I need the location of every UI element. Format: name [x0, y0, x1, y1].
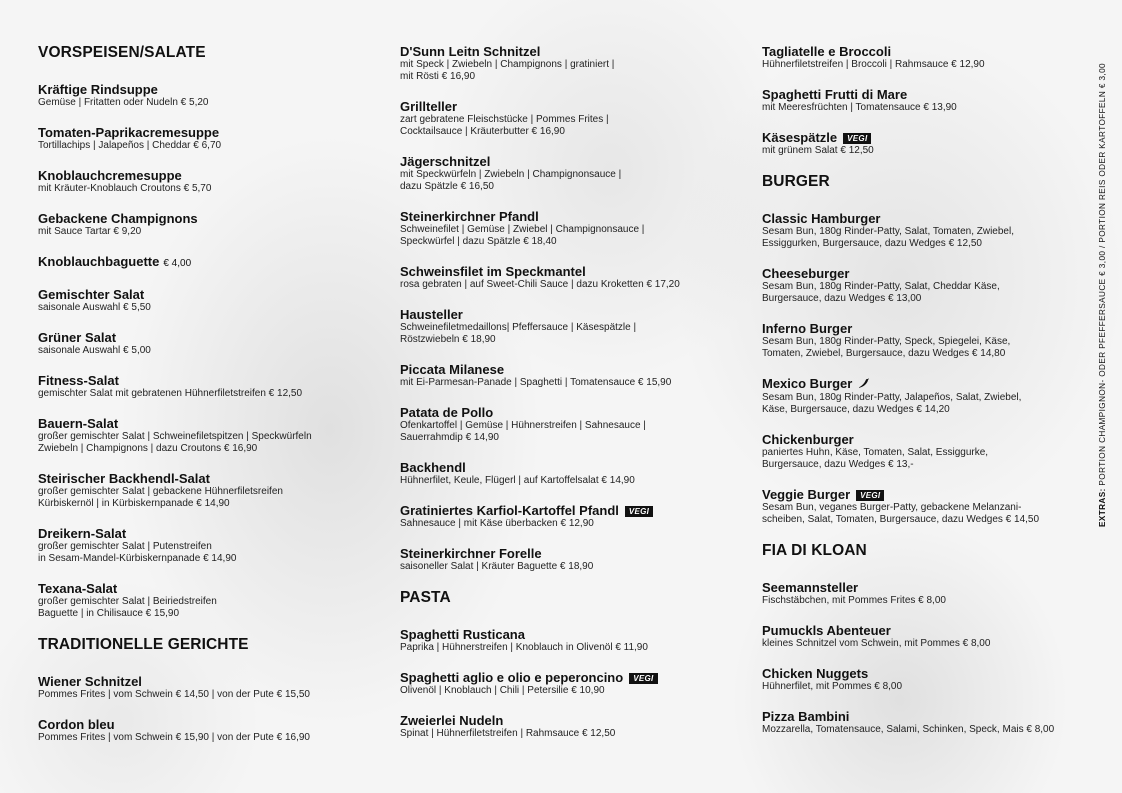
extras-text: PORTION CHAMPIGNON- ODER PFEFFERSAUCE € 3,00 / PORTION REIS ODER KARTOFFELN € 3,00 — [1098, 63, 1107, 486]
menu-item-mexico-burger — [762, 376, 1092, 416]
dish-name: Steinerkirchner Forelle — [400, 546, 542, 561]
dish-name: Seemannsteller — [762, 580, 859, 595]
menu-item-name — [400, 264, 750, 279]
menu-item-kasespatzle — [762, 130, 1092, 157]
menu-item-steinerkirchner-forelle — [400, 546, 750, 573]
dish-name: Piccata Milanese — [400, 362, 505, 377]
menu-item-name — [400, 307, 750, 322]
menu-item-inferno-burger — [762, 321, 1092, 360]
menu-item-knoblauchcremesuppe — [38, 168, 383, 195]
menu-item-cordon-bleu — [38, 717, 383, 744]
menu-item-description: großer gemischter Salat | Beiriedstreifen — [38, 596, 217, 607]
dish-name: Tomaten-Paprikacremesuppe — [38, 125, 220, 140]
menu-item-name — [38, 254, 383, 271]
menu-item-name — [400, 713, 750, 728]
menu-item-name — [38, 168, 383, 183]
menu-item-description: Olivenöl | Knoblauch | Chili | Petersilie € 10,90 — [400, 685, 605, 696]
menu-item-description: Sesam Bun, 180g Rinder-Patty, Jalapeños, Salat, Zwiebel, — [762, 392, 1022, 403]
menu-item-gratiniertes-karfiol-kartoffel-pfandl — [400, 503, 750, 530]
menu-item-description: Sesam Bun, 180g Rinder-Patty, Salat, Cheddar Käse, — [762, 281, 1000, 292]
menu-item-knoblauchbaguette — [38, 254, 383, 271]
menu-item-description: Speckwürfel | dazu Spätzle € 18,40 — [400, 236, 557, 247]
menu-item-backhendl — [400, 460, 750, 487]
chili-pepper-icon — [858, 377, 870, 392]
dish-name: Bauern-Salat — [38, 416, 119, 431]
menu-item-description: zart gebratene Fleischstücke | Pommes Frites | — [400, 114, 609, 125]
menu-item-name — [38, 416, 383, 431]
menu-item-fitness-salat — [38, 373, 383, 400]
dish-name: Spaghetti Frutti di Mare — [762, 87, 908, 102]
menu-item-name — [762, 211, 1092, 226]
menu-item-description: Röstzwiebeln € 18,90 — [400, 334, 496, 345]
menu-item-description: paniertes Huhn, Käse, Tomaten, Salat, Essiggurke, — [762, 447, 989, 458]
menu-item-description: dazu Spätzle € 16,50 — [400, 181, 494, 192]
dish-name: Gemischter Salat — [38, 287, 145, 302]
menu-item-description: Tomaten, Zwiebel, Burgersauce, dazu Wedges € 14,80 — [762, 348, 1006, 359]
menu-item-description: mit Kräuter-Knoblauch Croutons € 5,70 — [38, 183, 212, 194]
dish-name: Schweinsfilet im Speckmantel — [400, 264, 586, 279]
menu-item-name — [400, 209, 750, 224]
menu-item-pumuckls-abenteuer — [762, 623, 1092, 650]
menu-item-description: Burgersauce, dazu Wedges € 13,- — [762, 459, 914, 470]
menu-item-name — [38, 581, 383, 596]
menu-item-description: in Sesam-Mandel-Kürbiskernpanade € 14,90 — [38, 553, 237, 564]
menu-item-description: mit Speckwürfeln | Zwiebeln | Champignonsauce | — [400, 169, 622, 180]
menu-item-name — [38, 373, 383, 388]
dish-name: Wiener Schnitzel — [38, 674, 142, 689]
dish-name: Gratiniertes Karfiol-Kartoffel Pfandl — [400, 503, 619, 518]
menu-item-description: Burgersauce, dazu Wedges € 13,00 — [762, 293, 922, 304]
menu-item-description: Hühnerfilet, Keule, Flügerl | auf Kartoffelsalat € 14,90 — [400, 475, 635, 486]
menu-item-description: Sauerrahmdip € 14,90 — [400, 432, 499, 443]
dish-name: Cordon bleu — [38, 717, 115, 732]
menu-item-name — [762, 487, 1092, 502]
dish-name: Dreikern-Salat — [38, 526, 127, 541]
menu-item-name — [400, 627, 750, 642]
menu-item-name — [762, 709, 1092, 724]
dish-name: D'Sunn Leitn Schnitzel — [400, 44, 541, 59]
dish-name: Steirischer Backhendl-Salat — [38, 471, 210, 486]
menu-item-description: gemischter Salat mit gebratenen Hühnerfiletstreifen € 12,50 — [38, 388, 303, 399]
menu-section — [38, 44, 383, 620]
menu-item-description: Paprika | Hühnerstreifen | Knoblauch in Olivenöl € 11,90 — [400, 642, 648, 653]
dish-name: Pizza Bambini — [762, 709, 850, 724]
menu-section — [762, 173, 1092, 526]
section-title-burger: BURGER — [762, 173, 830, 190]
menu-section — [762, 542, 1092, 736]
menu-item-d-sunn-leitn-schnitzel — [400, 44, 750, 83]
menu-section — [400, 589, 750, 740]
menu-item-name — [400, 405, 750, 420]
vegi-badge: VEGI — [856, 490, 884, 501]
menu-item-description: mit Rösti € 16,90 — [400, 71, 476, 82]
extras-label: EXTRAS: — [1098, 488, 1107, 527]
dish-name: Inferno Burger — [762, 321, 853, 336]
menu-item-description: scheiben, Salat, Tomaten, Burgersauce, dazu Wedges € 14,50 — [762, 514, 1040, 525]
menu-section — [400, 44, 750, 573]
menu-item-name — [400, 670, 750, 685]
menu-item-description: großer gemischter Salat | Schweinefiletspitzen | Speckwürfeln — [38, 431, 312, 442]
dish-name: Patata de Pollo — [400, 405, 494, 420]
dish-name: Tagliatelle e Broccoli — [762, 44, 892, 59]
menu-item-description: mit grünem Salat € 12,50 — [762, 145, 874, 156]
menu-item-description: Pommes Frites | vom Schwein € 15,90 | von der Pute € 16,90 — [38, 732, 310, 743]
dish-price: € 4,00 — [163, 258, 192, 269]
menu-item-cheeseburger — [762, 266, 1092, 305]
menu-item-description: Schweinefilet | Gemüse | Zwiebel | Champignonsauce | — [400, 224, 645, 235]
section-title-pasta: PASTA — [400, 589, 451, 606]
menu-item-chicken-nuggets — [762, 666, 1092, 693]
vegi-badge: VEGI — [625, 506, 653, 517]
menu-item-spaghetti-frutti-di-mare — [762, 87, 1092, 114]
dish-name: Spaghetti Rusticana — [400, 627, 525, 642]
dish-name: Käsespätzle — [762, 130, 838, 145]
menu-item-zweierlei-nudeln — [400, 713, 750, 740]
dish-name: Grüner Salat — [38, 330, 117, 345]
section-title-fia-di-kloan: FIA DI KLOAN — [762, 542, 867, 559]
menu-item-name — [38, 125, 383, 140]
dish-name: Backhendl — [400, 460, 466, 475]
dish-name: Texana-Salat — [38, 581, 118, 596]
menu-item-spaghetti-aglio-e-olio-e-peperoncino — [400, 670, 750, 697]
menu-item-name — [38, 526, 383, 541]
menu-item-name — [762, 580, 1092, 595]
menu-item-description: Sesam Bun, 180g Rinder-Patty, Salat, Tomaten, Zwiebel, — [762, 226, 1014, 237]
menu-item-tagliatelle-e-broccoli — [762, 44, 1092, 71]
menu-item-chickenburger — [762, 432, 1092, 471]
menu-column-2 — [400, 44, 750, 756]
menu-item-name — [400, 44, 750, 59]
dish-name: Pumuckls Abenteuer — [762, 623, 891, 638]
menu-item-description: Sesam Bun, 180g Rinder-Patty, Speck, Spiegelei, Käse, — [762, 336, 1011, 347]
menu-item-description: saisoneller Salat | Kräuter Baguette € 18,90 — [400, 561, 594, 572]
dish-name: Mexico Burger — [762, 376, 853, 391]
menu-item-description: saisonale Auswahl € 5,50 — [38, 302, 151, 313]
menu-item-name — [400, 503, 750, 518]
dish-name: Grillteller — [400, 99, 458, 114]
menu-item-grillteller — [400, 99, 750, 138]
menu-item-description: Cocktailsauce | Kräuterbutter € 16,90 — [400, 126, 565, 137]
menu-item-description: Baguette | in Chilisauce € 15,90 — [38, 608, 180, 619]
menu-item-name — [762, 623, 1092, 638]
section-title-traditionelle-gerichte: TRADITIONELLE GERICHTE — [38, 636, 249, 653]
section-title-vorspeisen-salate: VORSPEISEN/SALATE — [38, 44, 206, 61]
menu-item-description: Gemüse | Fritatten oder Nudeln € 5,20 — [38, 97, 209, 108]
extras-note — [1097, 47, 1109, 527]
menu-item-description: mit Meeresfrüchten | Tomatensauce € 13,90 — [762, 102, 957, 113]
menu-item-name — [762, 321, 1092, 336]
menu-item-name — [400, 546, 750, 561]
dish-name: Veggie Burger — [762, 487, 851, 502]
menu-item-description: großer gemischter Salat | gebackene Hühnerfiletsreifen — [38, 486, 283, 497]
dish-name: Chickenburger — [762, 432, 854, 447]
menu-item-steinerkirchner-pfandl — [400, 209, 750, 248]
menu-item-steirischer-backhendl-salat — [38, 471, 383, 510]
menu-item-name — [762, 432, 1092, 447]
menu-item-name — [38, 287, 383, 302]
menu-item-wiener-schnitzel — [38, 674, 383, 701]
dish-name: Classic Hamburger — [762, 211, 881, 226]
menu-item-name — [38, 717, 383, 732]
menu-item-dreikern-salat — [38, 526, 383, 565]
menu-item-name — [38, 471, 383, 486]
dish-name: Spaghetti aglio e olio e peperoncino — [400, 670, 624, 685]
menu-item-piccata-milanese — [400, 362, 750, 389]
dish-name: Fitness-Salat — [38, 373, 119, 388]
menu-item-description: Zwiebeln | Champignons | dazu Croutons € 16,90 — [38, 443, 258, 454]
menu-item-gemischter-salat — [38, 287, 383, 314]
menu-item-description: Sesam Bun, veganes Burger-Patty, gebackene Melanzani- — [762, 502, 1022, 513]
menu-section — [762, 44, 1092, 157]
dish-name: Knoblauchbaguette — [38, 254, 160, 269]
dish-name: Chicken Nuggets — [762, 666, 869, 681]
menu-item-name — [762, 666, 1092, 681]
menu-item-description: mit Speck | Zwiebeln | Champignons | gratiniert | — [400, 59, 615, 70]
menu-item-name — [762, 87, 1092, 102]
dish-name: Zweierlei Nudeln — [400, 713, 504, 728]
menu-item-description: Hühnerfilet, mit Pommes € 8,00 — [762, 681, 903, 692]
menu-item-name — [762, 266, 1092, 281]
menu-item-description: Fischstäbchen, mit Pommes Frites € 8,00 — [762, 595, 946, 606]
menu-item-description: Käse, Burgersauce, dazu Wedges € 14,20 — [762, 404, 950, 415]
menu-item-gebackene-champignons — [38, 211, 383, 238]
dish-name: Gebackene Champignons — [38, 211, 198, 226]
menu-item-description: Sahnesauce | mit Käse überbacken € 12,90 — [400, 518, 594, 529]
menu-item-description: Hühnerfiletstreifen | Broccoli | Rahmsauce € 12,90 — [762, 59, 985, 70]
menu-item-description: Mozzarella, Tomatensauce, Salami, Schinken, Speck, Mais € 8,00 — [762, 724, 1055, 735]
menu-item-bauern-salat — [38, 416, 383, 455]
menu-item-description: Spinat | Hühnerfiletstreifen | Rahmsauce € 12,50 — [400, 728, 616, 739]
dish-name: Jägerschnitzel — [400, 154, 491, 169]
menu-item-schweinsfilet-im-speckmantel — [400, 264, 750, 291]
menu-item-description: rosa gebraten | auf Sweet-Chili Sauce | dazu Kroketten € 17,20 — [400, 279, 680, 290]
dish-name: Steinerkirchner Pfandl — [400, 209, 539, 224]
menu-item-description: mit Sauce Tartar € 9,20 — [38, 226, 142, 237]
menu-item-seemannsteller — [762, 580, 1092, 607]
menu-item-description: Kürbiskernöl | in Kürbiskernpanade € 14,90 — [38, 498, 230, 509]
menu-item-description: Tortillachips | Jalapeños | Cheddar € 6,70 — [38, 140, 222, 151]
menu-column-3 — [762, 44, 1092, 752]
menu-item-spaghetti-rusticana — [400, 627, 750, 654]
menu-item-description: mit Ei-Parmesan-Panade | Spaghetti | Tomatensauce € 15,90 — [400, 377, 672, 388]
menu-item-description: Essiggurken, Burgersauce, dazu Wedges € 12,50 — [762, 238, 982, 249]
menu-item-patata-de-pollo — [400, 405, 750, 444]
menu-item-name — [38, 330, 383, 345]
menu-item-description: Schweinefiletmedaillons| Pfeffersauce | Käsespätzle | — [400, 322, 637, 333]
menu-section — [38, 636, 383, 744]
menu-item-description: Ofenkartoffel | Gemüse | Hühnerstreifen | Sahnesauce | — [400, 420, 646, 431]
menu-item-description: Pommes Frites | vom Schwein € 14,50 | von der Pute € 15,50 — [38, 689, 310, 700]
menu-item-name — [38, 674, 383, 689]
menu-item-name — [400, 460, 750, 475]
menu-column-1 — [38, 44, 383, 760]
menu-item-name — [38, 211, 383, 226]
menu-item-name — [762, 376, 1092, 392]
menu-item-classic-hamburger — [762, 211, 1092, 250]
menu-item-name — [400, 99, 750, 114]
menu-item-gruner-salat — [38, 330, 383, 357]
dish-name: Kräftige Rindsuppe — [38, 82, 158, 97]
menu-item-name — [400, 154, 750, 169]
vegi-badge: VEGI — [629, 673, 657, 684]
menu-item-description: kleines Schnitzel vom Schwein, mit Pommes € 8,00 — [762, 638, 991, 649]
menu-item-name — [38, 82, 383, 97]
menu-item-texana-salat — [38, 581, 383, 620]
menu-item-name — [400, 362, 750, 377]
menu-item-name — [762, 130, 1092, 145]
menu-item-jagerschnitzel — [400, 154, 750, 193]
menu-item-hausteller — [400, 307, 750, 346]
vegi-badge: VEGI — [843, 133, 871, 144]
dish-name: Hausteller — [400, 307, 463, 322]
menu-item-pizza-bambini — [762, 709, 1092, 736]
menu-item-veggie-burger — [762, 487, 1092, 526]
menu-item-name — [762, 44, 1092, 59]
menu-item-description: großer gemischter Salat | Putenstreifen — [38, 541, 212, 552]
menu-item-description: saisonale Auswahl € 5,00 — [38, 345, 151, 356]
dish-name: Knoblauchcremesuppe — [38, 168, 182, 183]
dish-name: Cheeseburger — [762, 266, 850, 281]
menu-item-tomaten-paprikacremesuppe — [38, 125, 383, 152]
menu-item-kraftige-rindsuppe — [38, 82, 383, 109]
